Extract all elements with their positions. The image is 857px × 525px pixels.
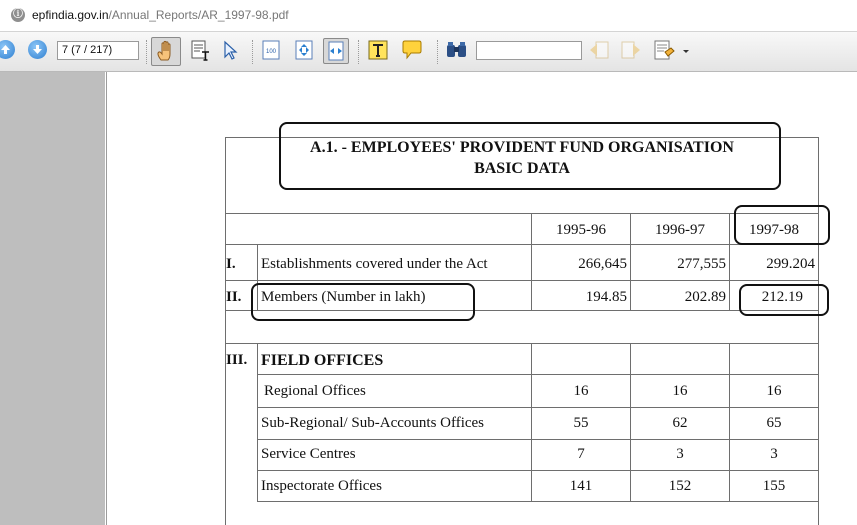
row-number: I. (226, 256, 236, 272)
office-value: 16 (766, 383, 782, 399)
office-value: 16 (573, 383, 589, 399)
pdf-page[interactable] (106, 72, 857, 525)
highlight-icon[interactable] (652, 38, 678, 64)
table-line (531, 213, 532, 310)
office-value: 65 (766, 415, 782, 431)
office-value: 7 (577, 446, 585, 462)
row-value: 202.89 (684, 289, 726, 305)
toolbar-separator (358, 40, 359, 64)
row-value: 266,645 (578, 256, 627, 272)
table-line (729, 343, 730, 501)
title-highlight-box (279, 122, 781, 190)
text-select-icon[interactable] (188, 38, 214, 64)
find-next-icon[interactable] (618, 38, 644, 64)
document-title: A.1. - EMPLOYEES' PROVIDENT FUND ORGANISATION (310, 139, 734, 156)
row-label: Members (Number in lakh) (261, 289, 426, 305)
value-highlight-box (739, 284, 829, 316)
year-header-1: 1995-96 (556, 222, 606, 238)
table-line (630, 213, 631, 310)
pdf-toolbar (0, 32, 857, 72)
table-line (531, 343, 532, 501)
table-line (257, 343, 258, 501)
office-value: 141 (569, 478, 593, 494)
year-highlight-box (734, 205, 830, 245)
document-subtitle: BASIC DATA (474, 160, 570, 177)
year-header-3: 1997-98 (749, 222, 799, 238)
url-path: /Annual_Reports/AR_1997-98.pdf (108, 8, 289, 22)
dropdown-arrow-icon[interactable] (680, 38, 692, 64)
section-number: III. (226, 352, 248, 368)
office-value: 16 (672, 383, 688, 399)
actual-size-icon[interactable] (259, 38, 285, 64)
table-line (257, 470, 818, 471)
table-line (729, 213, 730, 310)
row-value: 299.204 (766, 256, 815, 272)
hand-tool-icon[interactable] (151, 37, 181, 66)
office-label: Inspectorate Offices (261, 478, 382, 494)
office-value: 3 (770, 446, 778, 462)
svg-text:100: 100 (265, 49, 277, 55)
page-number-field[interactable]: 7 (7 / 217) (57, 41, 139, 60)
office-value: 62 (672, 415, 688, 431)
fit-page-icon[interactable] (292, 38, 318, 64)
office-value: 155 (762, 478, 786, 494)
row-number: II. (226, 289, 242, 305)
find-previous-icon[interactable] (587, 38, 613, 64)
globe-icon: ⓘ (13, 9, 23, 20)
typewriter-icon[interactable] (366, 38, 392, 64)
table-line (257, 439, 818, 440)
office-label: Service Centres (261, 446, 356, 462)
row-value: 277,555 (677, 256, 726, 272)
table-line (257, 407, 818, 408)
office-value: 3 (676, 446, 684, 462)
table-line (257, 501, 818, 502)
viewer-background (0, 72, 105, 525)
section-heading: FIELD OFFICES (261, 352, 384, 369)
members-highlight-box (251, 283, 475, 321)
fit-width-icon[interactable] (323, 38, 349, 64)
find-binoculars-icon[interactable] (444, 38, 470, 64)
address-bar[interactable] (0, 0, 857, 32)
table-line (630, 343, 631, 501)
table-line (818, 137, 819, 525)
url-host: epfindia.gov.in (32, 8, 109, 22)
next-page-icon[interactable] (28, 40, 47, 59)
comment-icon[interactable] (400, 38, 426, 64)
url-text[interactable] (32, 8, 289, 22)
toolbar-separator (252, 40, 253, 64)
previous-page-icon[interactable] (0, 40, 15, 59)
row-value: 212.19 (761, 289, 803, 305)
office-label: Sub-Regional/ Sub-Accounts Offices (261, 415, 485, 431)
row-label: Establishments covered under the Act (261, 256, 488, 272)
toolbar-separator (146, 40, 147, 64)
office-value: 152 (668, 478, 692, 494)
find-input[interactable] (476, 41, 582, 60)
office-value: 55 (573, 415, 589, 431)
office-label: Regional Offices (264, 383, 366, 399)
year-header-2: 1996-97 (655, 222, 705, 238)
toolbar-separator (437, 40, 438, 64)
row-value: 194.85 (585, 289, 627, 305)
table-line (225, 137, 226, 525)
pointer-icon[interactable] (218, 38, 244, 64)
table-line (257, 374, 818, 375)
